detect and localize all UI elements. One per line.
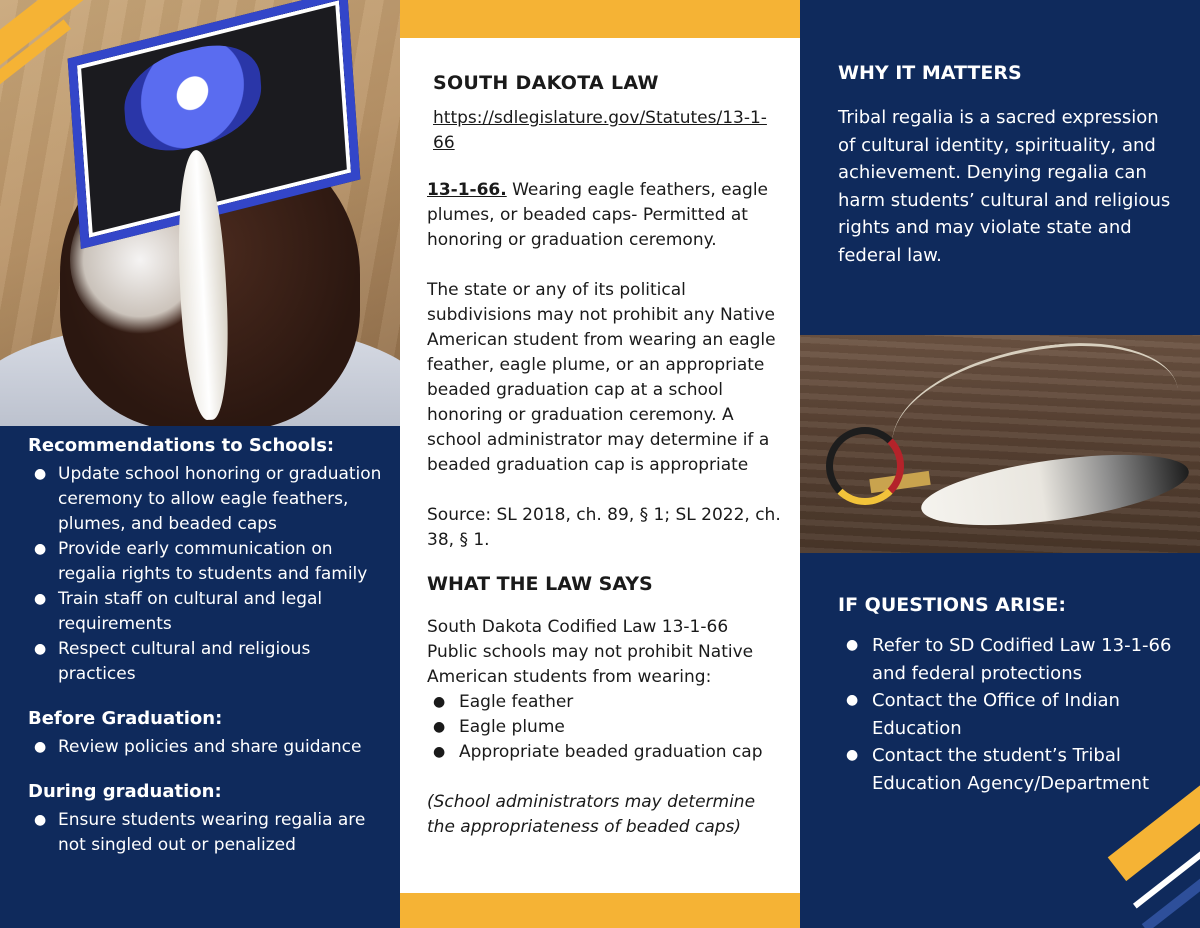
bottom-gold-bar	[400, 893, 800, 928]
statute-source: Source: SL 2018, ch. 89, § 1; SL 2022, ch. 38, § 1.	[427, 505, 781, 550]
south-dakota-law-heading: SOUTH DAKOTA LAW	[433, 72, 659, 94]
bullet-icon: ●	[34, 466, 47, 482]
bullet-icon: ●	[34, 641, 47, 657]
bullet-icon: ●	[846, 747, 859, 763]
list-item: ● Train staff on cultural and legal requirements	[34, 589, 323, 634]
left-panel	[0, 0, 400, 928]
during-graduation-list	[28, 808, 388, 858]
graduation-cap-photo	[0, 0, 400, 426]
administrator-note: (School administrators may determine the appropriateness of beaded caps)	[427, 792, 756, 837]
list-item: ● Appropriate beaded graduation cap	[459, 740, 782, 765]
law-says-list	[427, 690, 782, 765]
during-graduation-heading: During graduation:	[28, 781, 222, 802]
before-graduation-list	[28, 735, 388, 760]
bullet-icon: ●	[34, 591, 47, 607]
list-item: ● Update school honoring or graduation ceremony to allow eagle feathers, plumes, and beaded caps	[34, 464, 382, 534]
statute-body: The state or any of its political subdivisions may not prohibit any Native American student from wearing an eagle feather, eagle plume, or an appropriate beaded graduation cap at a school honoring or graduation ceremony. A school administrator may determine if a beaded graduation cap is appropriate	[427, 280, 776, 475]
if-questions-heading: IF QUESTIONS ARISE:	[838, 594, 1066, 616]
what-the-law-says-heading: WHAT THE LAW SAYS	[427, 573, 653, 595]
bullet-icon: ●	[433, 719, 446, 735]
why-it-matters-text: Tribal regalia is a sacred expression of cultural identity, spirituality, and achievement. Denying regalia can harm students’ cultural and religious rights and may violate state and federal law.	[838, 107, 1171, 266]
bullet-icon: ●	[846, 637, 859, 653]
bullet-icon: ●	[433, 694, 446, 710]
top-gold-bar	[400, 0, 800, 38]
list-item: ● Respect cultural and religious practices	[34, 639, 311, 684]
statute-link[interactable]: https://sdlegislature.gov/Statutes/13-1-66	[433, 108, 767, 153]
bullet-icon: ●	[433, 744, 446, 760]
list-item: ● Refer to SD Codified Law 13-1-66 and federal protections	[872, 632, 1183, 687]
list-item: ● Contact the Office of Indian Education	[872, 687, 1183, 742]
bullet-icon: ●	[34, 541, 47, 557]
bullet-icon: ●	[34, 739, 47, 755]
recommendations-heading: Recommendations to Schools:	[28, 435, 335, 456]
middle-text-content	[427, 70, 782, 840]
before-graduation-heading: Before Graduation:	[28, 708, 223, 729]
list-item: ● Ensure students wearing regalia are not singled out or penalized	[34, 810, 366, 855]
middle-panel	[400, 0, 800, 928]
right-panel	[800, 0, 1200, 928]
list-item: ● Contact the student’s Tribal Education Agency/Department	[872, 742, 1183, 797]
left-text-content	[28, 434, 388, 858]
law-says-intro: South Dakota Codified Law 13-1-66 Public schools may not prohibit Native American students from wearing:	[427, 617, 754, 687]
bullet-icon: ●	[846, 692, 859, 708]
eagle-feather-photo	[800, 335, 1200, 553]
if-questions-section	[838, 592, 1183, 797]
medicine-wheel-icon	[826, 427, 904, 505]
recommendations-list	[28, 462, 388, 687]
statute-number: 13-1-66.	[427, 180, 507, 200]
questions-list	[838, 632, 1183, 797]
bullet-icon: ●	[34, 812, 47, 828]
list-item: ● Review policies and share guidance	[58, 735, 388, 760]
list-item: ● Eagle feather	[459, 690, 782, 715]
tiger-logo-icon	[122, 33, 265, 163]
why-it-matters-heading: WHY IT MATTERS	[838, 62, 1022, 84]
list-item: ● Provide early communication on regalia rights to students and family	[34, 539, 368, 584]
why-it-matters-section	[838, 60, 1178, 269]
statute-title: 13-1-66. Wearing eagle feathers, eagle plumes, or beaded caps- Permitted at honoring or graduation ceremony.	[427, 180, 769, 250]
list-item: ● Eagle plume	[459, 715, 782, 740]
